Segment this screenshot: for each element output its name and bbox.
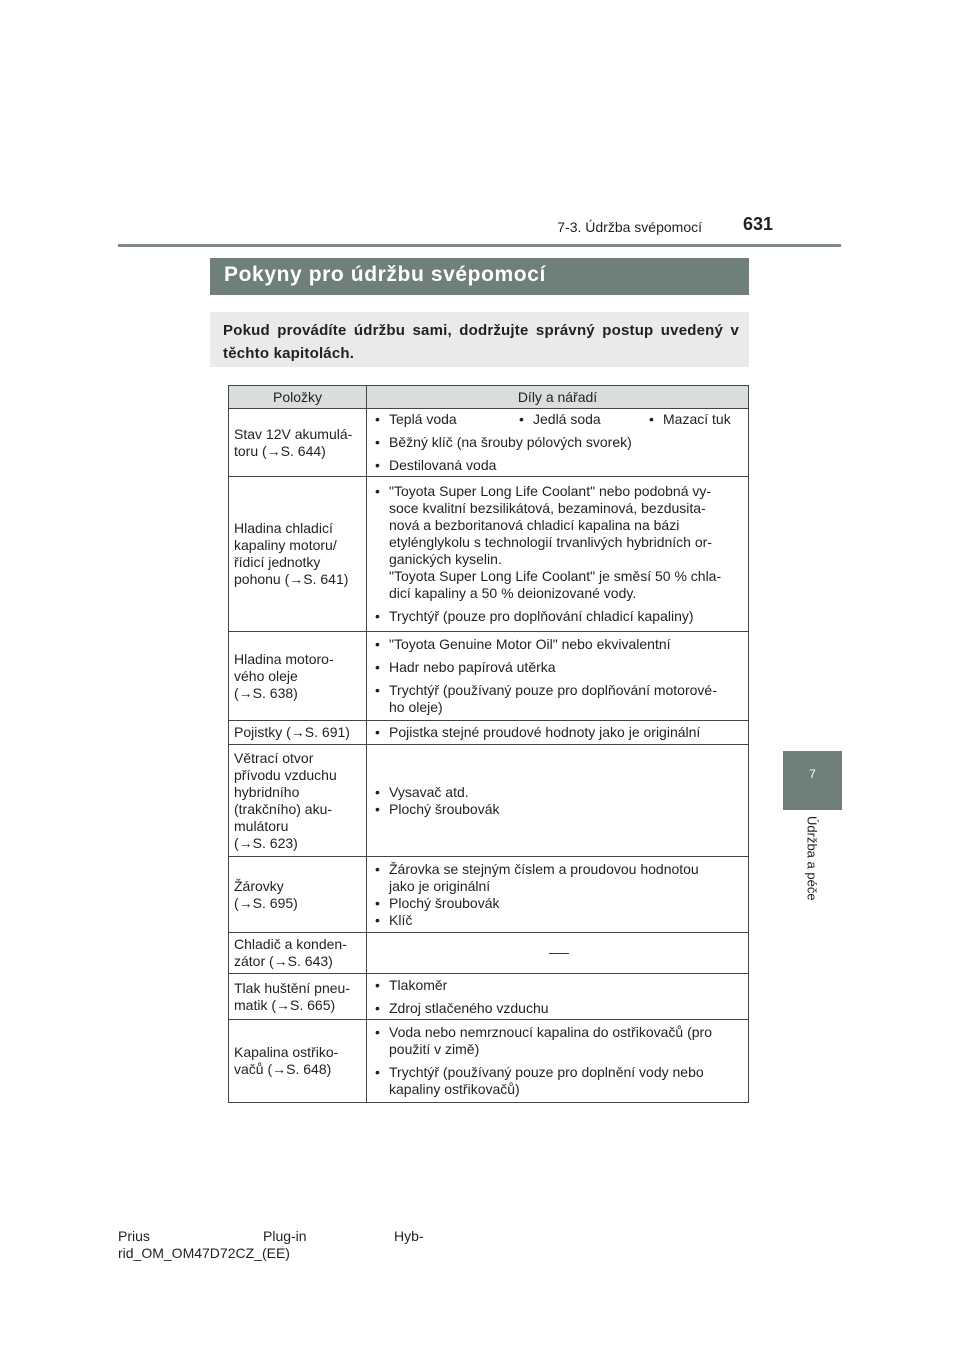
tool-bullet (373, 977, 744, 994)
tool-bullet-line: použití v zimě) (389, 1041, 480, 1057)
tool-bullet-line: • Voda nebo nemrznoucí kapalina do ostřikovačů (pro (389, 1024, 712, 1040)
tool-bullet (373, 912, 744, 929)
tool-bullet-line: "Toyota Super Long Life Coolant" je směsí 50 % chla- (389, 568, 722, 584)
tool-bullet-line: nová a bezboritanová chladicí kapalina na bázi (389, 517, 680, 533)
item-text: Kapalina ostřiko- (234, 1044, 339, 1060)
table-row (229, 409, 749, 477)
tool-bullet (373, 861, 744, 895)
item-text: matik (→S. 665) (234, 996, 336, 1013)
tool-bullet (373, 483, 744, 602)
item-text: pohonu (→S. 641) (234, 571, 349, 587)
item-text: řídicí jednotky (234, 554, 321, 570)
tool-bullet-line: dicí kapaliny a 50 % deionizované vody. (389, 585, 637, 601)
tool-bullet-line: • Trychtýř (pouze pro doplňování chladicí kapaliny) (389, 608, 694, 624)
tool-bullet (373, 434, 744, 451)
item-text: Stav 12V akumulá- (234, 425, 353, 442)
tool-bullet (373, 801, 744, 818)
tool-bullet (373, 608, 744, 625)
chapter-tab-number: 7 (809, 767, 816, 781)
item-text: hybridního (234, 783, 300, 800)
item-text: Chladič a konden- (234, 936, 347, 952)
footer (118, 1228, 438, 1262)
item-text: vačů (→S. 648) (234, 1061, 332, 1077)
table-row (229, 632, 749, 721)
tools-cell (367, 857, 749, 933)
tool-bullet-line: • Běžný klíč (na šrouby pólových svorek) (389, 434, 632, 450)
item-cell (229, 745, 367, 857)
table-body (229, 409, 749, 1103)
item-cell (229, 1020, 367, 1103)
tool-bullet-line: ho oleje) (389, 699, 443, 715)
header-items: Položky (229, 386, 367, 409)
header-tools: Díly a nářadí (367, 386, 749, 409)
item-cell (229, 632, 367, 721)
tools-cell (367, 477, 749, 632)
tool-bullet (373, 724, 744, 741)
tool-bullet-line: • Žárovka se stejným číslem a proudovou hodnotou (389, 860, 699, 877)
tools-cell (367, 933, 749, 974)
footer-model (118, 1228, 438, 1245)
table-row (229, 1020, 749, 1103)
tool-bullet-line: • "Toyota Genuine Motor Oil" nebo ekvivalentní (389, 636, 671, 652)
item-text: Žárovky (234, 877, 284, 894)
tool-bullet-line: soce kvalitní bezsilikátová, bezaminová, bezdusita- (389, 500, 706, 516)
tool-bullet (373, 1064, 744, 1098)
item-cell (229, 721, 367, 745)
tool-bullet (373, 682, 744, 716)
tools-cell (367, 409, 749, 477)
tools-cell (367, 721, 749, 745)
item-text: (→S. 623) (234, 834, 298, 851)
tools-cell (367, 1020, 749, 1103)
item-cell (229, 477, 367, 632)
tool-bullet-line: • Trychtýř (používaný pouze pro doplňování motorové- (389, 682, 717, 698)
tool-bullet-line: • Vysavač atd. (389, 783, 469, 800)
title-banner (210, 258, 749, 295)
item-text: Větrací otvor (234, 749, 314, 766)
item-text: (→S. 638) (234, 684, 298, 701)
table-row (229, 933, 749, 974)
dash-mark (373, 945, 744, 962)
tool-bullet (373, 636, 744, 653)
tool-bullet-line: • Trychtýř (používaný pouze pro doplnění vody nebo (389, 1064, 704, 1080)
chapter-tab[interactable] (783, 751, 842, 810)
tools-cell (367, 974, 749, 1020)
tool-bullet-line: • "Toyota Super Long Life Coolant" nebo podobná vy- (389, 483, 712, 499)
item-text: (trakčního) aku- (234, 800, 333, 817)
item-text: Tlak huštění pneu- (234, 979, 350, 996)
footer-doc-code: rid_OM_OM47D72CZ_(EE) (118, 1245, 290, 1261)
tool-bullet (373, 784, 744, 801)
item-cell (229, 857, 367, 933)
tool-bullet-line: • Pojistka stejné proudové hodnoty jako je originální (389, 724, 701, 740)
tool-bullet (373, 1000, 744, 1017)
tool-bullet (373, 659, 744, 676)
tool-bullet: • Jedlá soda (517, 411, 647, 428)
bullet-row (373, 411, 744, 428)
tools-cell (367, 745, 749, 857)
table-row (229, 477, 749, 632)
item-text: Hladina chladicí (234, 520, 333, 536)
footer-model-part: Prius (118, 1228, 150, 1244)
tool-bullet (373, 457, 744, 474)
item-text: kapaliny motoru/ (234, 537, 337, 553)
header-rule (118, 244, 841, 247)
tool-bullet-line: kapaliny ostřikovačů) (389, 1081, 520, 1097)
tool-bullet-line: jako je originální (389, 877, 491, 894)
table-row (229, 974, 749, 1020)
item-text: (→S. 695) (234, 894, 298, 911)
item-cell (229, 974, 367, 1020)
item-cell (229, 409, 367, 477)
page-number: 631 (742, 214, 773, 234)
footer-model-part: Hyb- (394, 1228, 424, 1244)
item-text: mulátoru (234, 817, 289, 834)
tool-bullet-line: • Zdroj stlačeného vzduchu (389, 999, 549, 1016)
table-row (229, 721, 749, 745)
tool-bullet-line: • Hadr nebo papírová utěrka (389, 659, 556, 675)
tool-bullet: • Teplá voda (373, 411, 517, 428)
section-label: 7-3. Údržba svépomocí (557, 219, 702, 235)
table-header-row (229, 386, 749, 409)
tool-bullet (373, 1024, 744, 1058)
tool-bullet-line: • Klíč (389, 911, 413, 928)
tool-bullet (373, 895, 744, 912)
tool-bullet-line: • Plochý šroubovák (389, 894, 500, 911)
table-row (229, 857, 749, 933)
item-text: Hladina motoro- (234, 650, 334, 667)
tool-bullet-line: • Plochý šroubovák (389, 800, 500, 817)
item-cell (229, 933, 367, 974)
parts-table (228, 385, 749, 1103)
chapter-tab-label: Údržba a péče (804, 816, 820, 901)
item-text: zátor (→S. 643) (234, 953, 333, 969)
tool-bullet-line: etylénglykolu s technologií trvanlivých hybridních or- (389, 534, 712, 550)
page-title: Pokyny pro údržbu svépomocí (224, 263, 546, 286)
footer-model-part: Plug-in (263, 1228, 307, 1244)
table-row (229, 745, 749, 857)
tools-cell (367, 632, 749, 721)
item-text: Pojistky (→S. 691) (234, 724, 350, 740)
item-text: přívodu vzduchu (234, 766, 337, 783)
intro-text: Pokud provádíte údržbu sami, dodržujte správný postup uvedený v těchto kapitolách. (223, 322, 739, 362)
tool-bullet-line: ganických kyselin. (389, 551, 502, 567)
tool-bullet-line: • Tlakoměr (389, 976, 448, 993)
tool-bullet-line: • Destilovaná voda (389, 457, 497, 473)
item-text: toru (→S. 644) (234, 442, 326, 459)
item-text: vého oleje (234, 667, 298, 684)
intro-box (210, 312, 749, 367)
tool-bullet: • Mazací tuk (647, 411, 731, 428)
